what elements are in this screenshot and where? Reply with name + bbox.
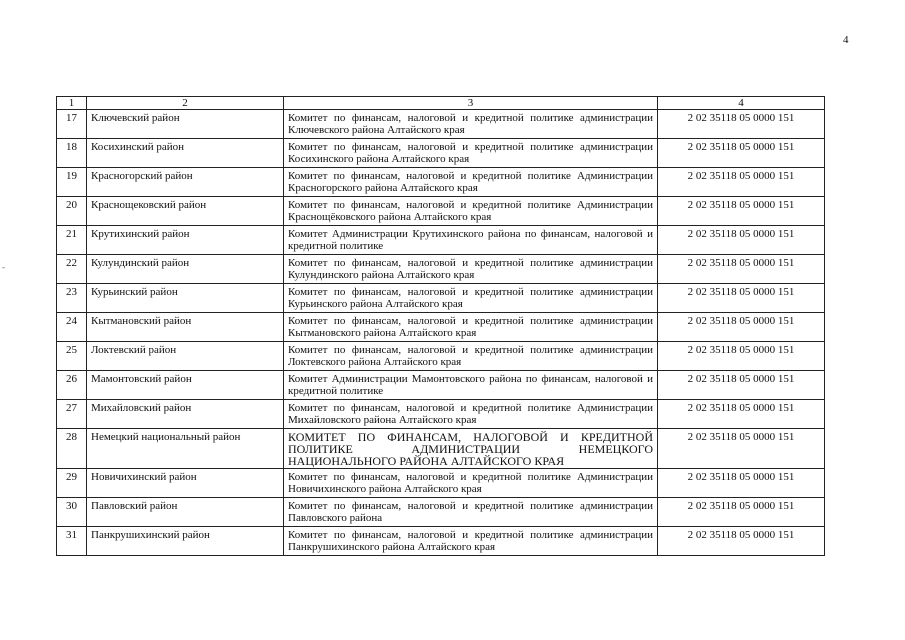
row-number-cell: 23 [57,284,87,313]
table-row [57,284,825,313]
budget-code-cell: 2 02 35118 05 0000 151 [658,197,825,226]
table-row [57,498,825,527]
district-cell: Панкрушихинский район [87,527,284,556]
table-row [57,168,825,197]
row-number-cell: 24 [57,313,87,342]
row-number-cell: 17 [57,110,87,139]
committee-cell: Комитет по финансам, налоговой и кредитной политике администрации Ключевского района Алтайского края [284,110,658,139]
margin-mark: - [2,262,5,272]
committee-cell: Комитет по финансам, налоговой и кредитной политике администрации Панкрушихинского района Алтайского края [284,527,658,556]
district-cell: Михайловский район [87,400,284,429]
district-cell: Краснощековский район [87,197,284,226]
allocation-table [56,96,825,556]
committee-cell: Комитет Администрации Мамонтовского района по финансам, налоговой и кредитной политике [284,371,658,400]
committee-cell: Комитет по финансам, налоговой и кредитной политике Администрации Михайловского района Алтайского края [284,400,658,429]
table-row [57,469,825,498]
district-cell: Косихинский район [87,139,284,168]
table-row [57,313,825,342]
table-row [57,110,825,139]
row-number-cell: 25 [57,342,87,371]
row-number-cell: 20 [57,197,87,226]
district-cell: Мамонтовский район [87,371,284,400]
budget-code-cell: 2 02 35118 05 0000 151 [658,527,825,556]
budget-code-cell: 2 02 35118 05 0000 151 [658,255,825,284]
district-cell: Новичихинский район [87,469,284,498]
district-cell: Красногорский район [87,168,284,197]
row-number-cell: 29 [57,469,87,498]
header-cell-code: 4 [658,97,825,110]
committee-cell: КОМИТЕТ ПО ФИНАНСАМ, НАЛОГОВОЙ И КРЕДИТНОЙ ПОЛИТИКЕ АДМИНИСТРАЦИИ НЕМЕЦКОГО НАЦИОНАЛЬНОГО РАЙОНА АЛТАЙСКОГО КРАЯ [284,429,658,469]
row-number-cell: 21 [57,226,87,255]
district-cell: Павловский район [87,498,284,527]
row-number-cell: 19 [57,168,87,197]
committee-cell: Комитет по финансам, налоговой и кредитной политике администрации Кытмановского района Алтайского края [284,313,658,342]
row-number-cell: 22 [57,255,87,284]
district-cell: Локтевский район [87,342,284,371]
committee-cell: Комитет по финансам, налоговой и кредитной политике Администрации Новичихинского района Алтайского края [284,469,658,498]
header-row [57,97,825,110]
district-cell: Немецкий национальный район [87,429,284,469]
row-number-cell: 28 [57,429,87,469]
table-body [57,110,825,556]
committee-cell: Комитет по финансам, налоговой и кредитной политике администрации Косихинского района Алтайского края [284,139,658,168]
row-number-cell: 18 [57,139,87,168]
committee-cell: Комитет по финансам, налоговой и кредитной политике администрации Павловского района [284,498,658,527]
budget-code-cell: 2 02 35118 05 0000 151 [658,498,825,527]
committee-cell: Комитет по финансам, налоговой и кредитной политике администрации Курьинского района Алтайского края [284,284,658,313]
budget-code-cell: 2 02 35118 05 0000 151 [658,342,825,371]
budget-code-cell: 2 02 35118 05 0000 151 [658,313,825,342]
budget-code-cell: 2 02 35118 05 0000 151 [658,226,825,255]
header-cell-number: 1 [57,97,87,110]
row-number-cell: 26 [57,371,87,400]
district-cell: Крутихинский район [87,226,284,255]
budget-code-cell: 2 02 35118 05 0000 151 [658,469,825,498]
table-row [57,371,825,400]
budget-code-cell: 2 02 35118 05 0000 151 [658,429,825,469]
row-number-cell: 30 [57,498,87,527]
district-cell: Кытмановский район [87,313,284,342]
row-number-cell: 27 [57,400,87,429]
table-row [57,342,825,371]
header-cell-district: 2 [87,97,284,110]
table-row [57,527,825,556]
committee-cell: Комитет по финансам, налоговой и кредитной политике администрации Кулундинского района Алтайского края [284,255,658,284]
committee-cell: Комитет Администрации Крутихинского района по финансам, налоговой и кредитной политике [284,226,658,255]
table-row [57,429,825,469]
header-cell-committee: 3 [284,97,658,110]
table-row [57,197,825,226]
table-row [57,139,825,168]
budget-code-cell: 2 02 35118 05 0000 151 [658,139,825,168]
table-row [57,226,825,255]
committee-cell: Комитет по финансам, налоговой и кредитной политике Администрации Красногорского района Алтайского края [284,168,658,197]
table-row [57,400,825,429]
district-cell: Курьинский район [87,284,284,313]
budget-code-cell: 2 02 35118 05 0000 151 [658,168,825,197]
district-cell: Ключевский район [87,110,284,139]
budget-code-cell: 2 02 35118 05 0000 151 [658,110,825,139]
budget-code-cell: 2 02 35118 05 0000 151 [658,371,825,400]
table-row [57,255,825,284]
budget-code-cell: 2 02 35118 05 0000 151 [658,400,825,429]
page-number: 4 [843,34,849,46]
committee-cell: Комитет по финансам, налоговой и кредитной политике администрации Локтевского района Алтайского края [284,342,658,371]
budget-code-cell: 2 02 35118 05 0000 151 [658,284,825,313]
row-number-cell: 31 [57,527,87,556]
district-cell: Кулундинский район [87,255,284,284]
committee-cell: Комитет по финансам, налоговой и кредитной политике Администрации Краснощёковского района Алтайского края [284,197,658,226]
